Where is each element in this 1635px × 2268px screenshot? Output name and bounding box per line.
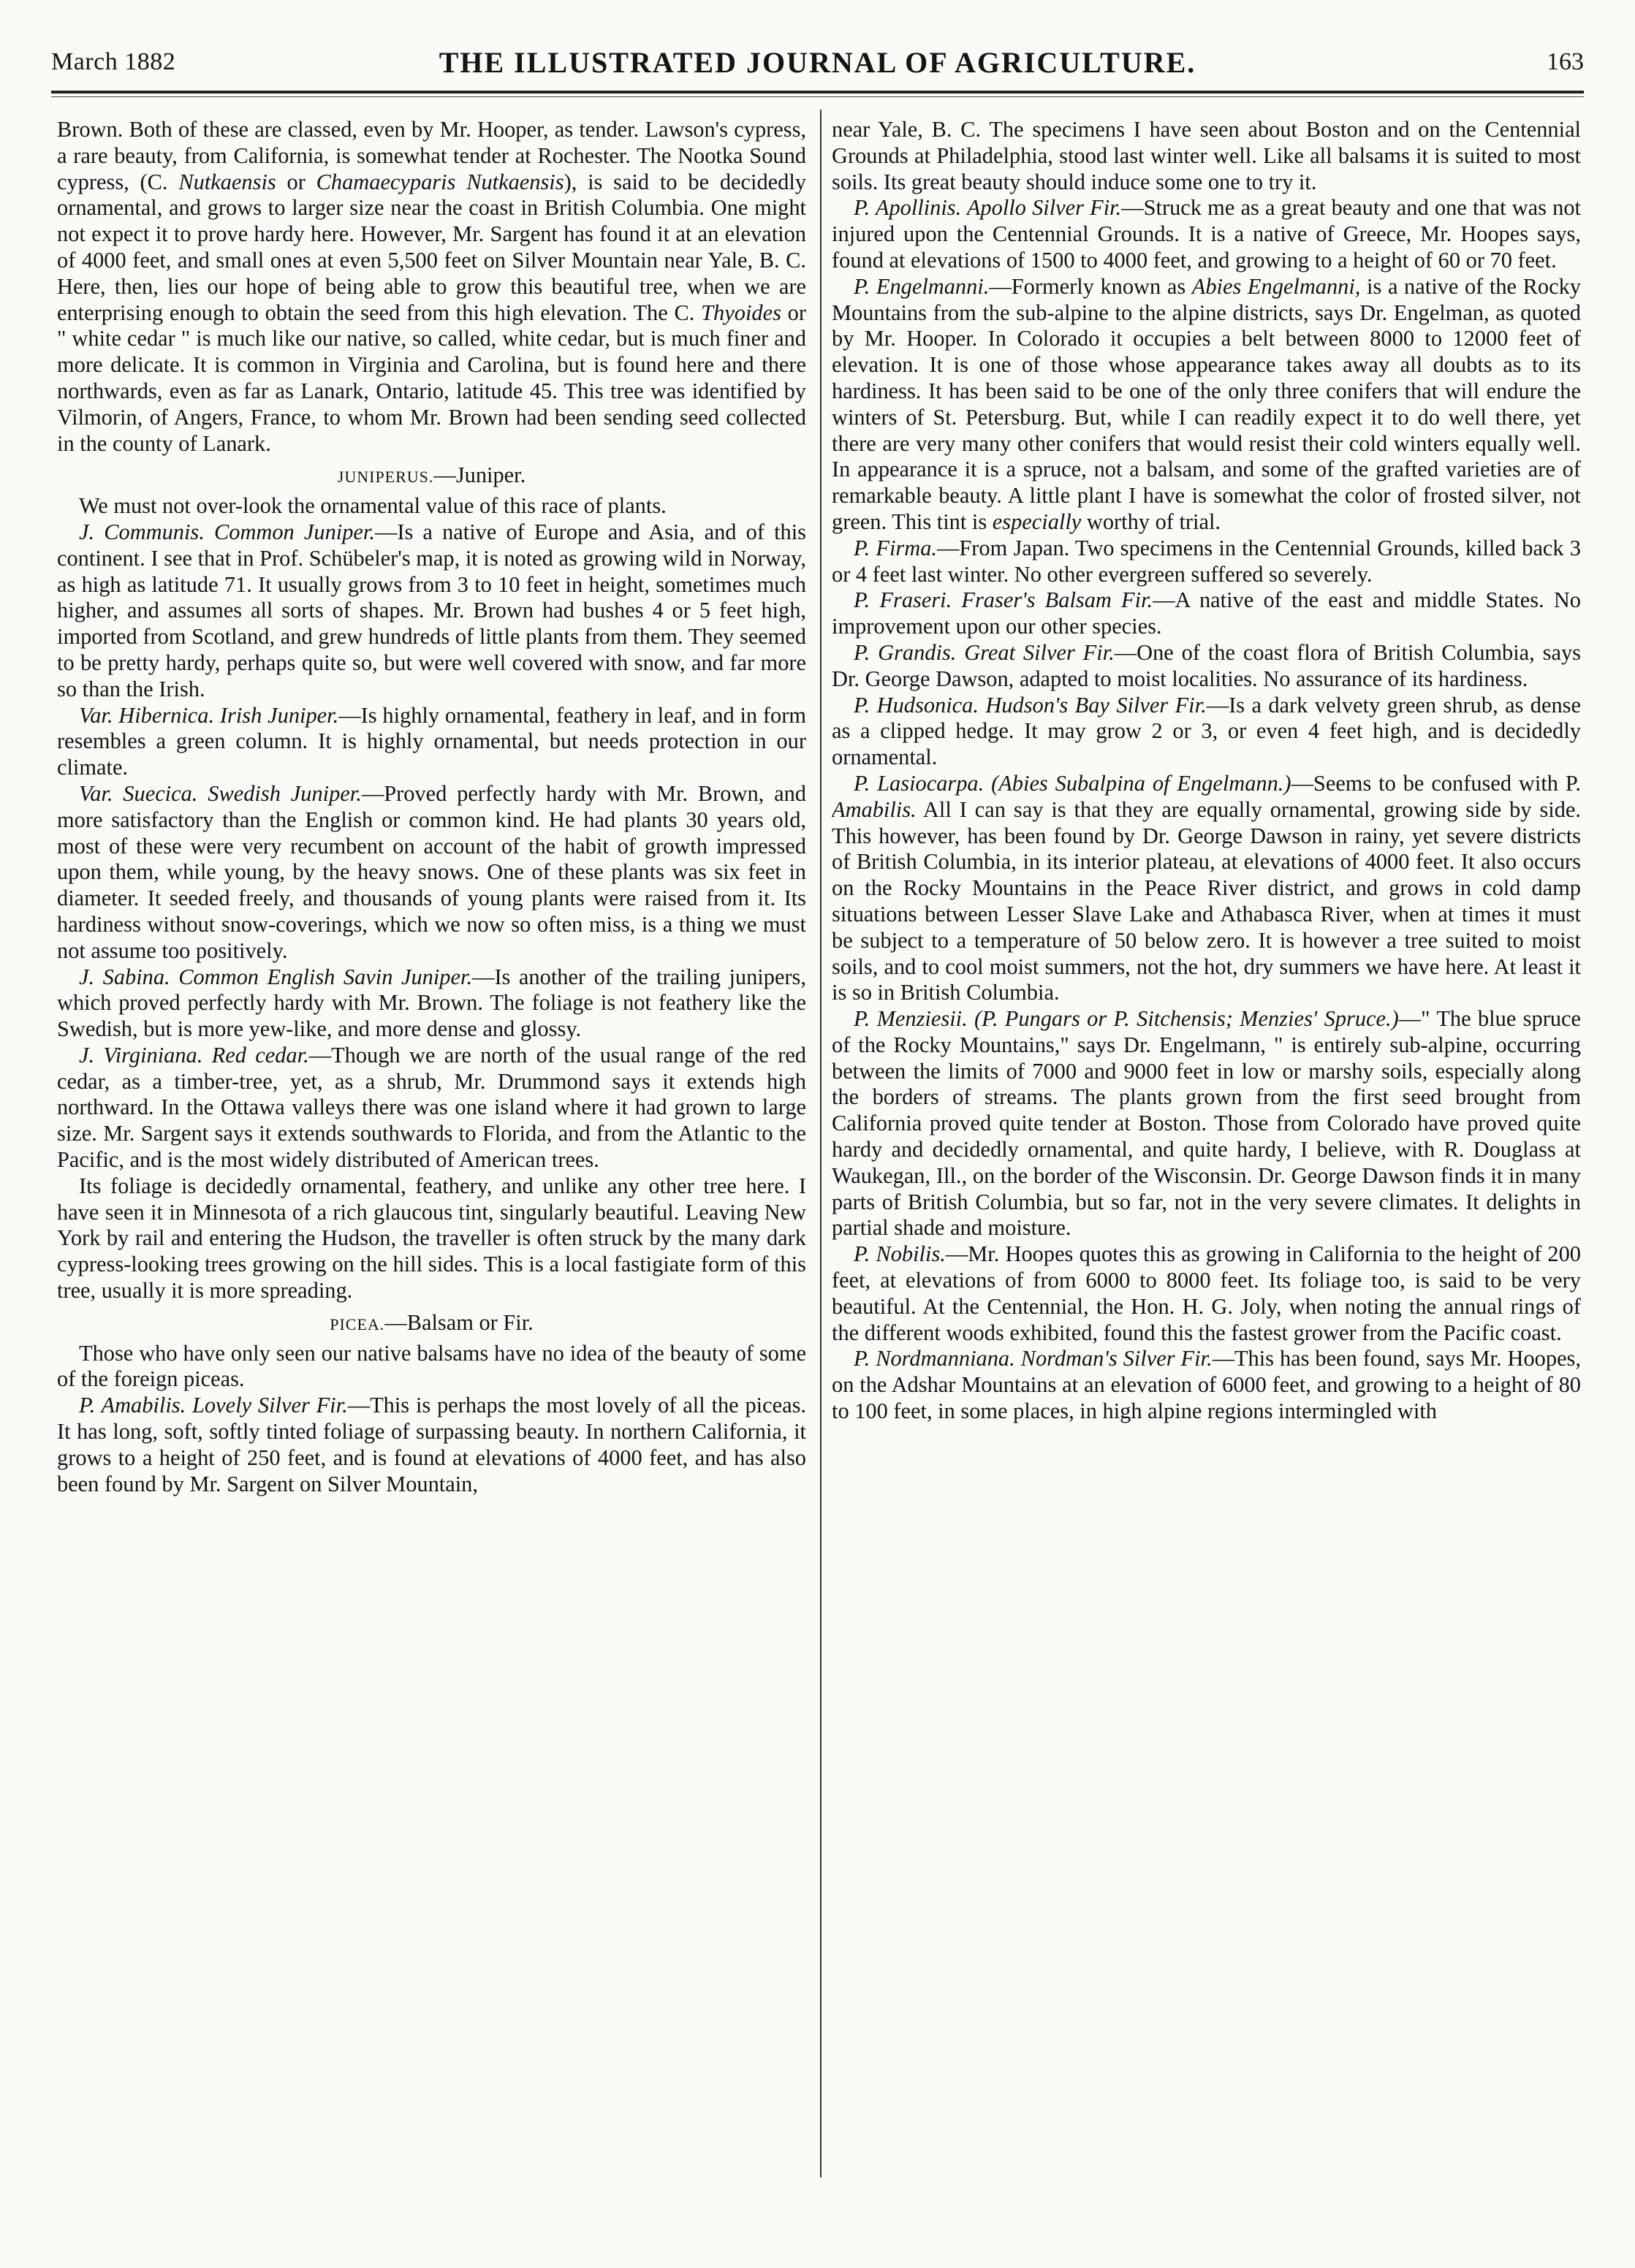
paragraph: Var. Suecica. Swedish Juniper.—Proved perfectly hardy with Mr. Brown, and more satisfactory than the English or common kind. He had plants 30 years old, most of these were very recumbent on account of the habit of growth impressed upon them, while young, by the heavy snows. One of these plants was six feet in diameter. It seeded freely, and thousands of young plants were raised from it. Its hardiness without snow-coverings, which we now so often miss, is a thing we must not assume too positively. [57,780,806,963]
paragraph: Brown. Both of these are classed, even by Mr. Hooper, as tender. Lawson's cypress, a rare beauty, from California, is somewhat tender at Rochester. The Nootka Sound cypress, (C. Nutkaensis or Chamaecyparis Nutkaensis), is said to be decidedly ornamental, and grows to larger size near the coast in British Columbia. One might not expect it to prove hardy here. However, Mr. Sargent has found it at an elevation of 4000 feet, and small ones at even 5,500 feet on Silver Mountain near Yale, B. C. Here, then, lies our hope of being able to grow this beautiful tree, when we are enterprising enough to obtain the seed from this high elevation. The C. Thyoides or " white cedar " is much like our native, so called, white cedar, but is much finer and more delicate. It is common in Virginia and Carolina, but is found here and there northwards, even as far as Lanark, Ontario, latitude 45. This tree was identified by Vilmorin, of Angers, France, to whom Mr. Brown had been sending seed collected in the county of Lanark. [57,117,806,456]
header-rule [51,91,1584,94]
paragraph: P. Amabilis. Lovely Silver Fir.—This is perhaps the most lovely of all the piceas. It has long, soft, softly tinted foliage of surpassing beauty. In northern California, it grows to a height of 250 feet, and is found at elevations of 4000 feet, and has also been found by Mr. Sargent on Silver Mountain, [57,1393,806,1496]
paragraph: P. Engelmanni.—Formerly known as Abies Engelmanni, is a native of the Rocky Mountains from the sub-alpine to the alpine districts, says Dr. Engelman, as quoted by Mr. Hooper. In Colorado it occupies a belt between 8000 to 12000 feet of elevation. It is one of those whose appearance takes away all doubts as to its hardiness. It has been said to be one of the only three conifers that will endure the winters of St. Petersburg. But, while I can readily expect it to do well there, yet there are very many other conifers that would resist their cold winters equally well. In appearance it is a spruce, not a balsam, and some of the grafted varieties are of remarkable beauty. A little plant I have is somewhat the color of frosted silver, not green. This tint is especially worthy of trial. [832,273,1581,534]
paragraph: J. Virginiana. Red cedar.—Though we are north of the usual range of the red cedar, as a timber-tree, yet, as a shrub, Mr. Drummond says it extends high northward. In the Ottawa valleys there was one island where it had grown to large size. Mr. Sargent says it extends southwards to Florida, and from the Atlantic to the Pacific, and is the most widely distributed of American trees. [57,1042,806,1173]
paragraph: We must not over-look the ornamental value of this race of plants. [79,493,667,519]
page-number: 163 [1547,48,1584,75]
header-rule-thin [51,96,1584,97]
left-column [57,117,806,2236]
paragraph: P. Grandis. Great Silver Fir.—One of the coast flora of British Columbia, says Dr. George Dawson, adapted to moist localities. No assurance of its hardiness. [832,639,1581,691]
issue-date: March 1882 [51,48,176,75]
section-heading-picea: PICEA.—Balsam or Fir. [330,1309,534,1335]
paragraph: Those who have only seen our native balsams have no idea of the beauty of some of the foreign piceas. [57,1340,806,1392]
paragraph: P. Apollinis. Apollo Silver Fir.—Struck me as a great beauty and one that was not injured upon the Centennial Grounds. It is a native of Greece, Mr. Hoopes says, found at elevations of 1500 to 4000 feet, and growing to a height of 60 or 70 feet. [832,195,1581,273]
journal-title: THE ILLUSTRATED JOURNAL OF AGRICULTURE. [439,46,1196,79]
paragraph: Var. Hibernica. Irish Juniper.—Is highly ornamental, feathery in leaf, and in form resembles a green column. It is highly ornamental, but needs protection in our climate. [57,702,806,780]
paragraph: P. Lasiocarpa. (Abies Subalpina of Engelmann.)—Seems to be confused with P. Amabilis. All I can say is that they are equally ornamental, growing side by side. This however, has been found by Dr. George Dawson in rainy, yet severe districts of British Columbia, in its interior plateau, at elevations of 4000 feet. It also occurs on the Rocky Mountains in the Peace River district, and grows in cold damp situations between Lesser Slave Lake and Athabasca River, when at times it must be subject to a temperature of 50 below zero. It is however a tree suited to moist soils, and to cool moist summers, not the hot, dry summers we have here. At least it is so in British Columbia. [832,770,1581,1005]
paragraph: J. Communis. Common Juniper.—Is a native of Europe and Asia, and of this continent. I see that in Prof. Schübeler's map, it is noted as growing wild in Norway, as high as latitude 71. It usually grows from 3 to 10 feet in height, sometimes much higher, and assumes all sorts of shapes. Mr. Brown had bushes 4 or 5 feet high, imported from Scotland, and grew hundreds of little plants from them. They seemed to be pretty hardy, perhaps quite so, but were well covered with snow, and far more so than the Irish. [57,519,806,701]
section-heading-juniperus: JUNIPERUS.—Juniper. [337,463,526,488]
paragraph: P. Fraseri. Fraser's Balsam Fir.—A native of the east and middle States. No improvement upon our other species. [832,587,1581,639]
right-column [832,117,1581,2236]
paragraph: P. Nobilis.—Mr. Hoopes quotes this as growing in California to the height of 200 feet, at elevations of from 6000 to 8000 feet. Its foliage too, is said to be very beautiful. At the Centennial, the Hon. H. G. Joly, when noting the annual rings of the different woods exhibited, found this the fastest grower from the Pacific coast. [832,1241,1581,1345]
paragraph: P. Menziesii. (P. Pungars or P. Sitchensis; Menzies' Spruce.)—" The blue spruce of the Rocky Mountains," says Dr. Engelmann, " is entirely sub-alpine, occurring between the limits of 7000 and 9000 feet in low or marshy soils, especially along the borders of streams. The plants grown from the first seed brought from California proved quite tender at Boston. Those from Colorado have proved quite hardy and decidedly ornamental, and quite hardy, I believe, with R. Douglass at Waukegan, Ill., on the border of the Wisconsin. Dr. George Dawson finds it in many parts of British Columbia, but so far, not in the very severe climates. It delights in partial shade and moisture. [832,1006,1581,1241]
paragraph: J. Sabina. Common English Savin Juniper.—Is another of the trailing junipers, which proved perfectly hardy with Mr. Brown. The foliage is not feathery like the Swedish, but is more yew-like, and more dense and glossy. [57,964,806,1042]
paragraph: P. Nordmanniana. Nordman's Silver Fir.—This has been found, says Mr. Hoopes, on the Adshar Mountains at an elevation of 6000 feet, and growing to a height of 80 to 100 feet, in some places, in high alpine regions intermingled with [832,1346,1581,1424]
page-header [51,38,1584,89]
paragraph: P. Firma.—From Japan. Two specimens in the Centennial Grounds, killed back 3 or 4 feet last winter. No other evergreen suffered so severely. [832,535,1581,587]
paragraph: P. Hudsonica. Hudson's Bay Silver Fir.—Is a dark velvety green shrub, as dense as a clipped hedge. It may grow 2 or 3, or even 4 feet high, and is decidedly ornamental. [832,692,1581,770]
column-divider [820,110,822,2177]
paragraph: Its foliage is decidedly ornamental, feathery, and unlike any other tree here. I have seen it in Minnesota of a rich glaucous tint, singularly beautiful. Leaving New York by rail and entering the Hudson, the traveller is often struck by the many dark cypress-looking trees growing on the hill sides. This is a local fastigiate form of this tree, usually it is more spreading. [57,1173,806,1304]
paragraph: near Yale, B. C. The specimens I have seen about Boston and on the Centennial Grounds at Philadelphia, stood last winter well. Like all balsams it is suited to most soils. Its great beauty should induce some one to try it. [832,117,1581,194]
